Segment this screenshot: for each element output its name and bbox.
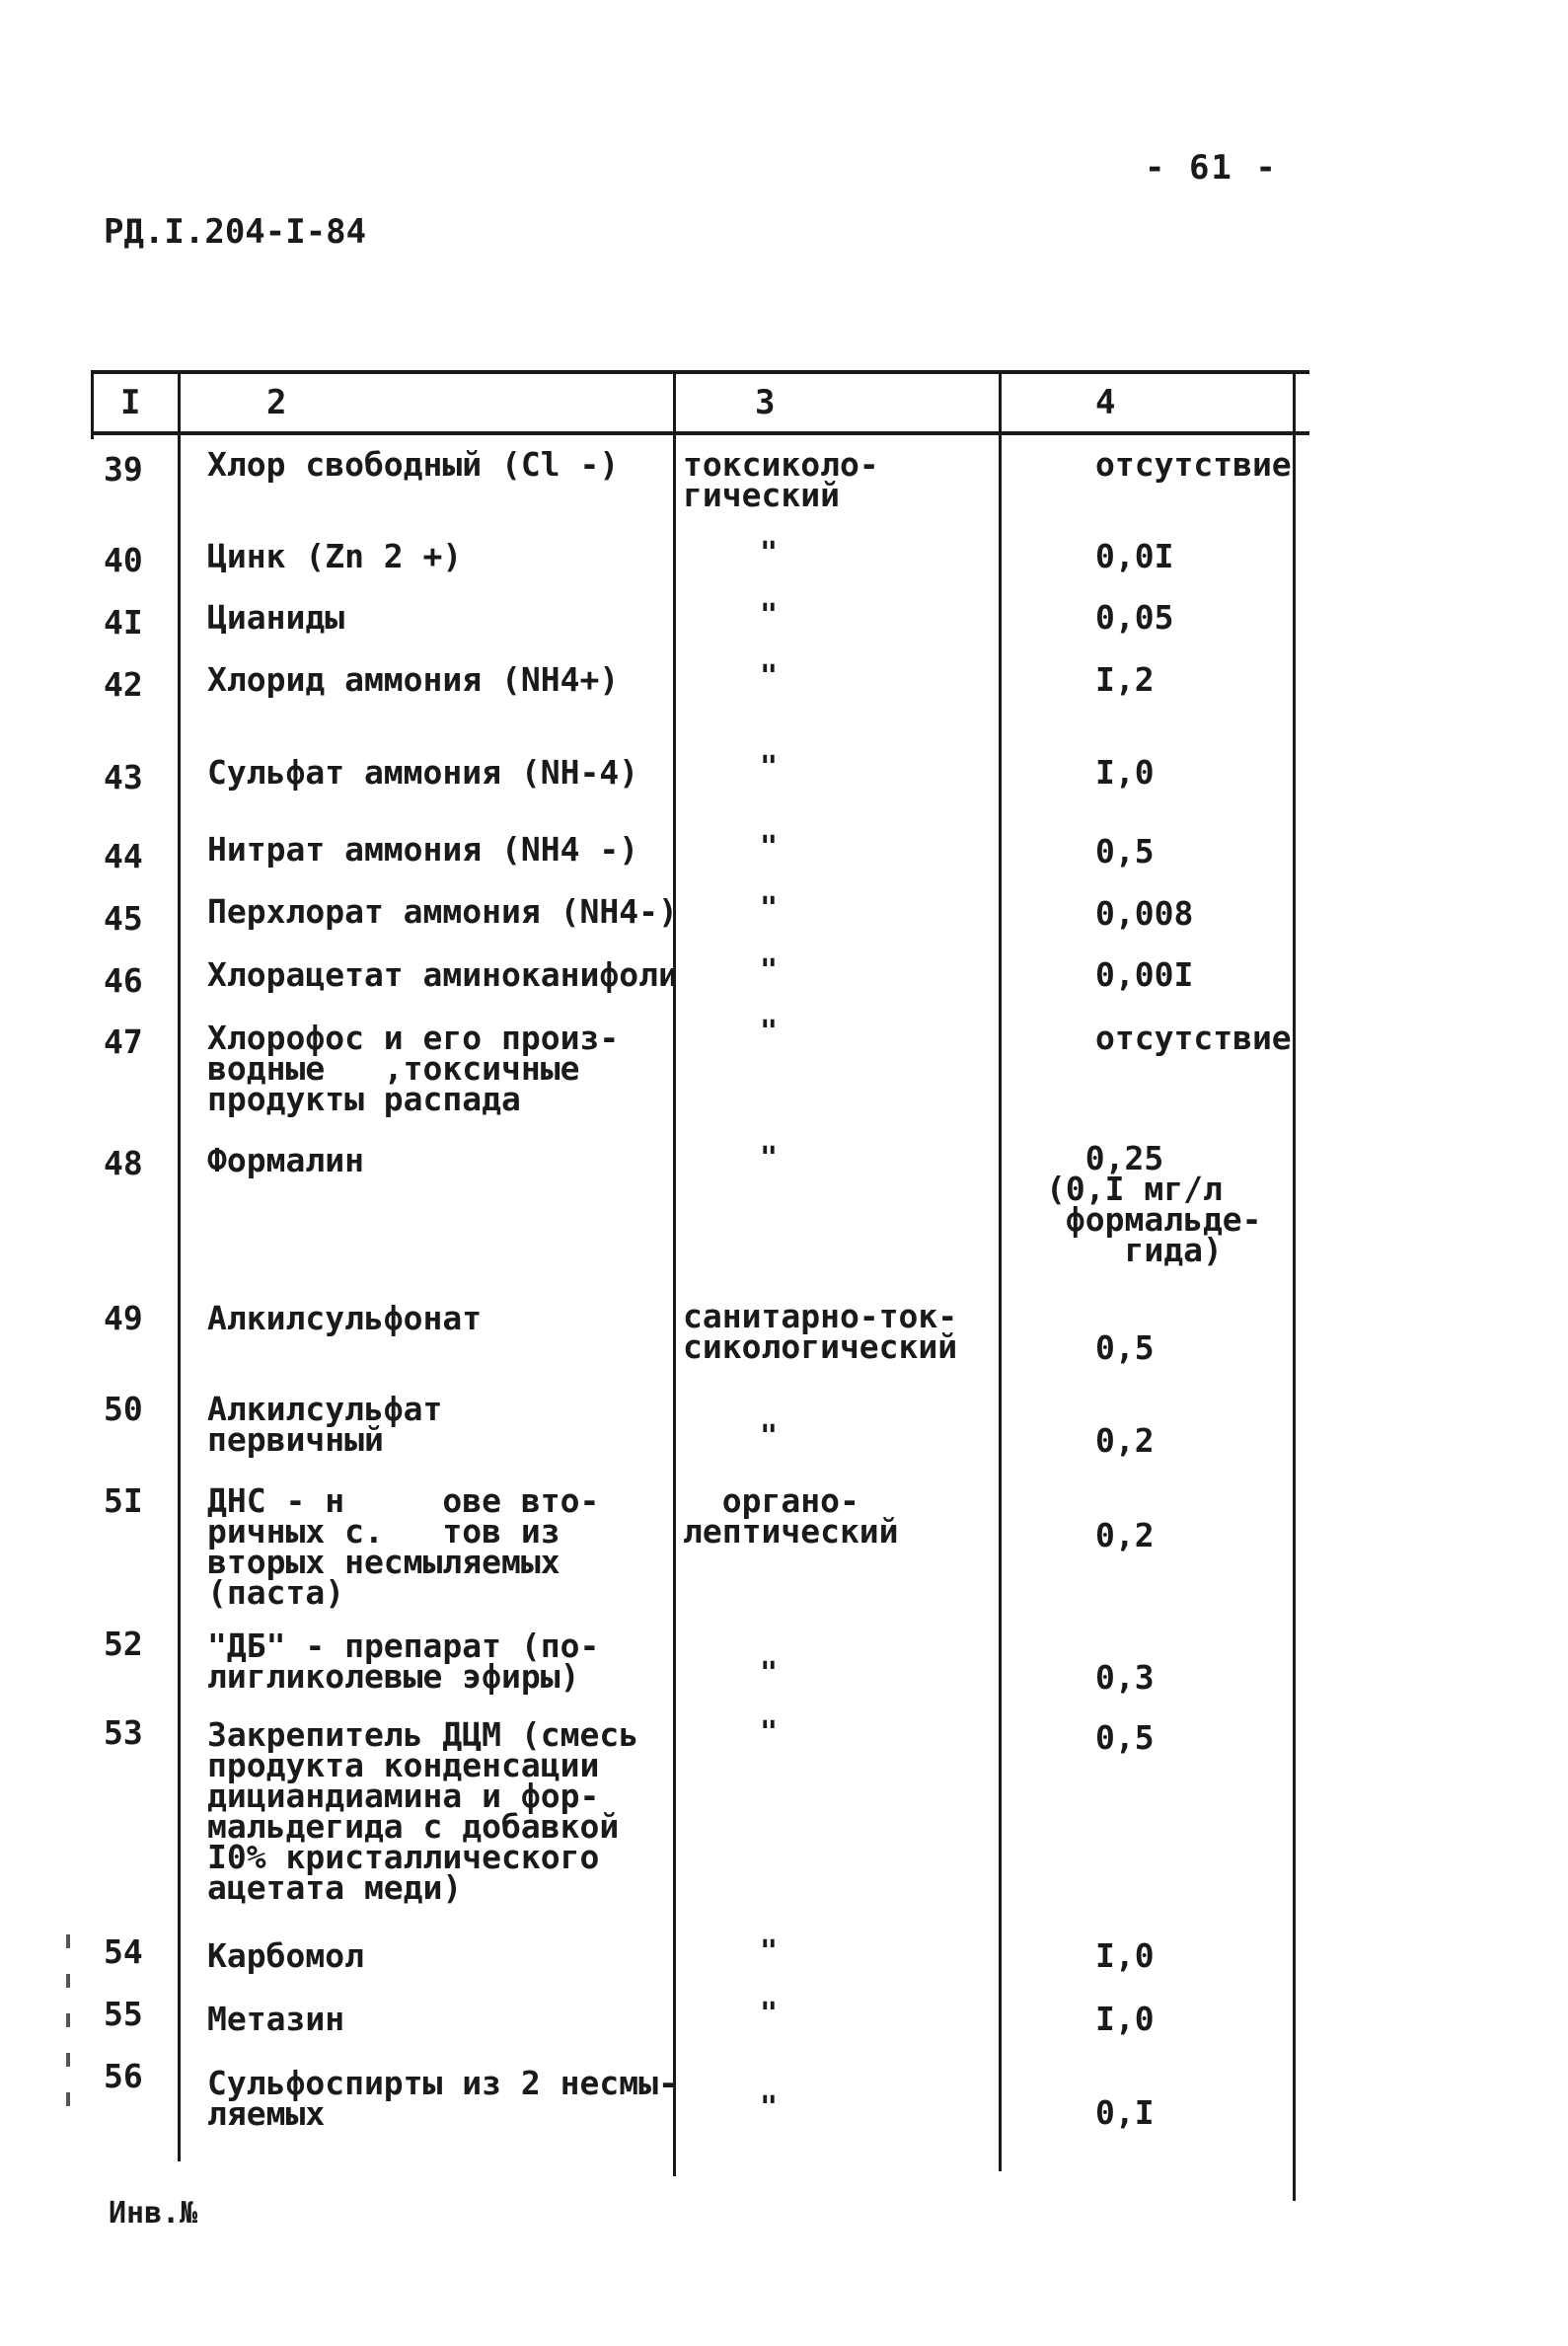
harm-indicator: органо- лептический xyxy=(683,1481,899,1551)
pdk-value: I,0 xyxy=(1095,2000,1155,2038)
column-divider-2 xyxy=(673,370,676,2176)
pdk-value: I,0 xyxy=(1095,1936,1155,1975)
pdk-value: отсутствие xyxy=(1095,1019,1292,1057)
harm-indicator: токсиколо- гический xyxy=(683,445,879,514)
page-number: - 61 - xyxy=(1145,148,1278,188)
row-number: 53 xyxy=(104,1713,143,1752)
substance-name: Перхлорат аммония (NH4-) xyxy=(207,892,678,931)
pdk-value: I,2 xyxy=(1095,660,1155,699)
ditto-mark: " xyxy=(760,1715,779,1750)
substance-name: Формалин xyxy=(207,1141,364,1179)
row-number: 56 xyxy=(104,2057,143,2095)
substance-name: Алкилсульфат первичный xyxy=(207,1390,443,1459)
row-number: 55 xyxy=(104,1995,143,2033)
ditto-mark: " xyxy=(760,1419,779,1454)
substance-name: ДНС - н ове вто- ричных с. тов из вторых несмыляемых (паста) xyxy=(207,1481,600,1612)
pdk-value: I,0 xyxy=(1095,753,1155,792)
row-number: 49 xyxy=(104,1299,143,1337)
margin-mark xyxy=(66,2013,70,2027)
column-divider-3 xyxy=(999,370,1002,2171)
ditto-mark: " xyxy=(760,1015,779,1049)
table-right-border xyxy=(1293,370,1296,2201)
header-col-2: 2 xyxy=(266,383,287,422)
substance-name: Цианиды xyxy=(207,598,345,637)
substance-name: Метазин xyxy=(207,2000,345,2038)
ditto-mark: " xyxy=(760,1656,779,1691)
row-number: 44 xyxy=(104,837,143,875)
document-code: РД.I.204-I-84 xyxy=(104,212,367,252)
substance-name: Цинк (Zn 2 +) xyxy=(207,537,463,575)
row-number: 43 xyxy=(104,758,143,796)
harm-indicator: санитарно-ток- сикологический xyxy=(683,1297,958,1366)
pdk-value: 0,I xyxy=(1095,2093,1155,2132)
header-col-4: 4 xyxy=(1095,383,1116,422)
pdk-value: 0,2 xyxy=(1095,1421,1155,1460)
row-number: 47 xyxy=(104,1022,143,1061)
substance-name: Сульфат аммония (NH-4) xyxy=(207,753,639,792)
table-top-border xyxy=(91,370,1309,374)
ditto-mark: " xyxy=(760,1997,779,2031)
row-number: 5I xyxy=(104,1481,143,1520)
table-left-border xyxy=(91,370,94,439)
substance-name: Сульфоспирты из 2 несмы- ляемых xyxy=(207,2064,678,2133)
substance-name: Хлорацетат аминоканифоли xyxy=(207,955,678,994)
header-col-1: I xyxy=(120,383,141,422)
substance-name: Хлорофос и его произ- водные ,токсичные продукты распада xyxy=(207,1019,620,1118)
row-number: 4I xyxy=(104,603,143,642)
margin-mark xyxy=(66,2053,70,2067)
substance-name: Хлорид аммония (NH4+) xyxy=(207,660,620,699)
margin-mark xyxy=(66,1974,70,1988)
row-number: 48 xyxy=(104,1144,143,1182)
ditto-mark: " xyxy=(760,659,779,694)
margin-mark xyxy=(66,1934,70,1948)
pdk-value: 0,5 xyxy=(1095,832,1155,870)
pdk-value: 0,3 xyxy=(1095,1658,1155,1697)
row-number: 52 xyxy=(104,1625,143,1663)
substance-name: Алкилсульфонат xyxy=(207,1299,483,1337)
header-bottom-border xyxy=(91,431,1309,435)
ditto-mark: " xyxy=(760,891,779,926)
pdk-value: 0,2 xyxy=(1095,1516,1155,1554)
substance-name: Хлор свободный (Cl -) xyxy=(207,445,620,484)
ditto-mark: " xyxy=(760,953,779,988)
pdk-value: 0,5 xyxy=(1095,1718,1155,1757)
pdk-value: отсутствие xyxy=(1095,445,1292,484)
column-divider-1 xyxy=(178,370,181,2161)
ditto-mark: " xyxy=(760,830,779,865)
row-number: 40 xyxy=(104,541,143,579)
margin-mark xyxy=(66,2092,70,2106)
ditto-mark: " xyxy=(760,598,779,633)
substance-name: Закрепитель ДЦМ (смесь продукта конденсации дициандиамина и фор- мальдегида с добавкой I0% кристаллического ацетата меди) xyxy=(207,1715,639,1907)
row-number: 42 xyxy=(104,665,143,704)
pdk-value: 0,5 xyxy=(1095,1328,1155,1367)
substance-name: Нитрат аммония (NH4 -) xyxy=(207,830,639,869)
pdk-value: 0,008 xyxy=(1095,894,1194,933)
ditto-mark: " xyxy=(760,536,779,570)
substance-name: Карбомол xyxy=(207,1936,364,1975)
inventory-mark: Инв.№ xyxy=(109,2196,198,2231)
row-number: 46 xyxy=(104,961,143,1000)
row-number: 45 xyxy=(104,899,143,938)
ditto-mark: " xyxy=(760,1141,779,1175)
pdk-value: 0,0I xyxy=(1095,537,1174,575)
row-number: 50 xyxy=(104,1390,143,1428)
pdk-value: 0,05 xyxy=(1095,598,1174,637)
ditto-mark: " xyxy=(760,1934,779,1969)
ditto-mark: " xyxy=(760,750,779,785)
header-col-3: 3 xyxy=(755,383,776,422)
ditto-mark: " xyxy=(760,2090,779,2125)
row-number: 39 xyxy=(104,450,143,489)
substance-name: "ДБ" - препарат (по- лигликолевые эфиры) xyxy=(207,1627,600,1696)
pdk-value: 0,25 (0,I мг/л формальде- гида) xyxy=(1046,1139,1262,1269)
row-number: 54 xyxy=(104,1932,143,1971)
pdk-value: 0,00I xyxy=(1095,955,1194,994)
